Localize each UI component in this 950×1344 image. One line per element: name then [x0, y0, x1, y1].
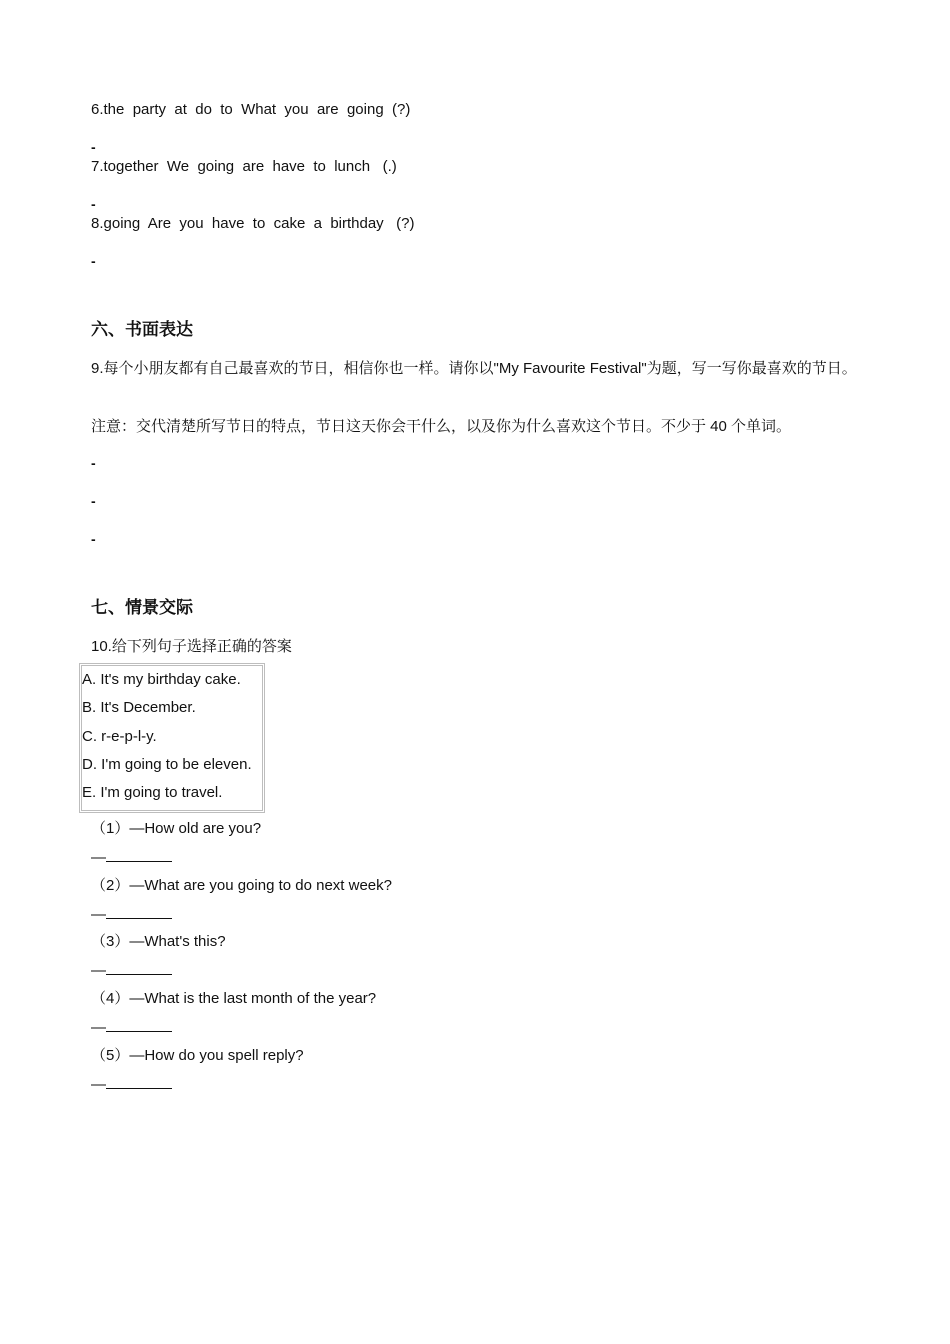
option-b: B. It's December.: [82, 699, 196, 716]
section-6-title: 六、书面表达: [91, 320, 193, 339]
dialog-question-2: （2）—What are you going to do next week?: [91, 877, 392, 894]
dialog-answer-2[interactable]: [91, 904, 172, 925]
question-10-prompt: 10.给下列句子选择正确的答案: [91, 638, 292, 655]
answer-line-6[interactable]: -: [91, 139, 96, 155]
answer-blank[interactable]: [106, 1017, 172, 1032]
answer-prefix: —: [91, 906, 106, 923]
dialog-answer-1[interactable]: [91, 847, 172, 868]
option-e: E. I'm going to travel.: [82, 784, 223, 801]
option-c: C. r-e-p-l-y.: [82, 728, 157, 745]
dialog-question-3: （3）—What's this?: [91, 933, 226, 950]
answer-blank[interactable]: [106, 960, 172, 975]
dialog-answer-3[interactable]: [91, 960, 172, 981]
answer-blank[interactable]: [106, 904, 172, 919]
dialog-question-4: （4）—What is the last month of the year?: [91, 990, 377, 1007]
writing-line-1[interactable]: -: [91, 455, 96, 471]
question-8: 8.going Are you have to cake a birthday (?): [91, 215, 415, 232]
dialog-question-1: （1）—How old are you?: [91, 820, 262, 837]
option-d: D. I'm going to be eleven.: [82, 756, 252, 773]
question-9-note: 注意：交代清楚所写节日的特点，节日这天你会干什么，以及你为什么喜欢这个节日。不少于 40 个单词。: [91, 418, 792, 435]
answer-prefix: —: [91, 1019, 106, 1036]
question-9-prompt: 9.每个小朋友都有自己最喜欢的节日，相信你也一样。请你以"My Favourite Festival"为题，写一写你最喜欢的节日。: [91, 360, 857, 377]
writing-line-2[interactable]: -: [91, 493, 96, 509]
answer-line-7[interactable]: -: [91, 196, 96, 212]
writing-line-3[interactable]: -: [91, 531, 96, 547]
answer-blank[interactable]: [106, 1074, 172, 1089]
dialog-answer-4[interactable]: [91, 1017, 172, 1038]
question-6: 6.the party at do to What you are going (?): [91, 101, 411, 118]
answer-line-8[interactable]: -: [91, 253, 96, 269]
question-7: 7.together We going are have to lunch (.): [91, 158, 397, 175]
dialog-answer-5[interactable]: [91, 1074, 172, 1095]
answer-prefix: —: [91, 1076, 106, 1093]
answer-prefix: —: [91, 962, 106, 979]
answer-prefix: —: [91, 849, 106, 866]
section-7-title: 七、情景交际: [91, 598, 193, 617]
answer-blank[interactable]: [106, 847, 172, 862]
option-a: A. It's my birthday cake.: [82, 671, 241, 688]
dialog-question-5: （5）—How do you spell reply?: [91, 1047, 304, 1064]
